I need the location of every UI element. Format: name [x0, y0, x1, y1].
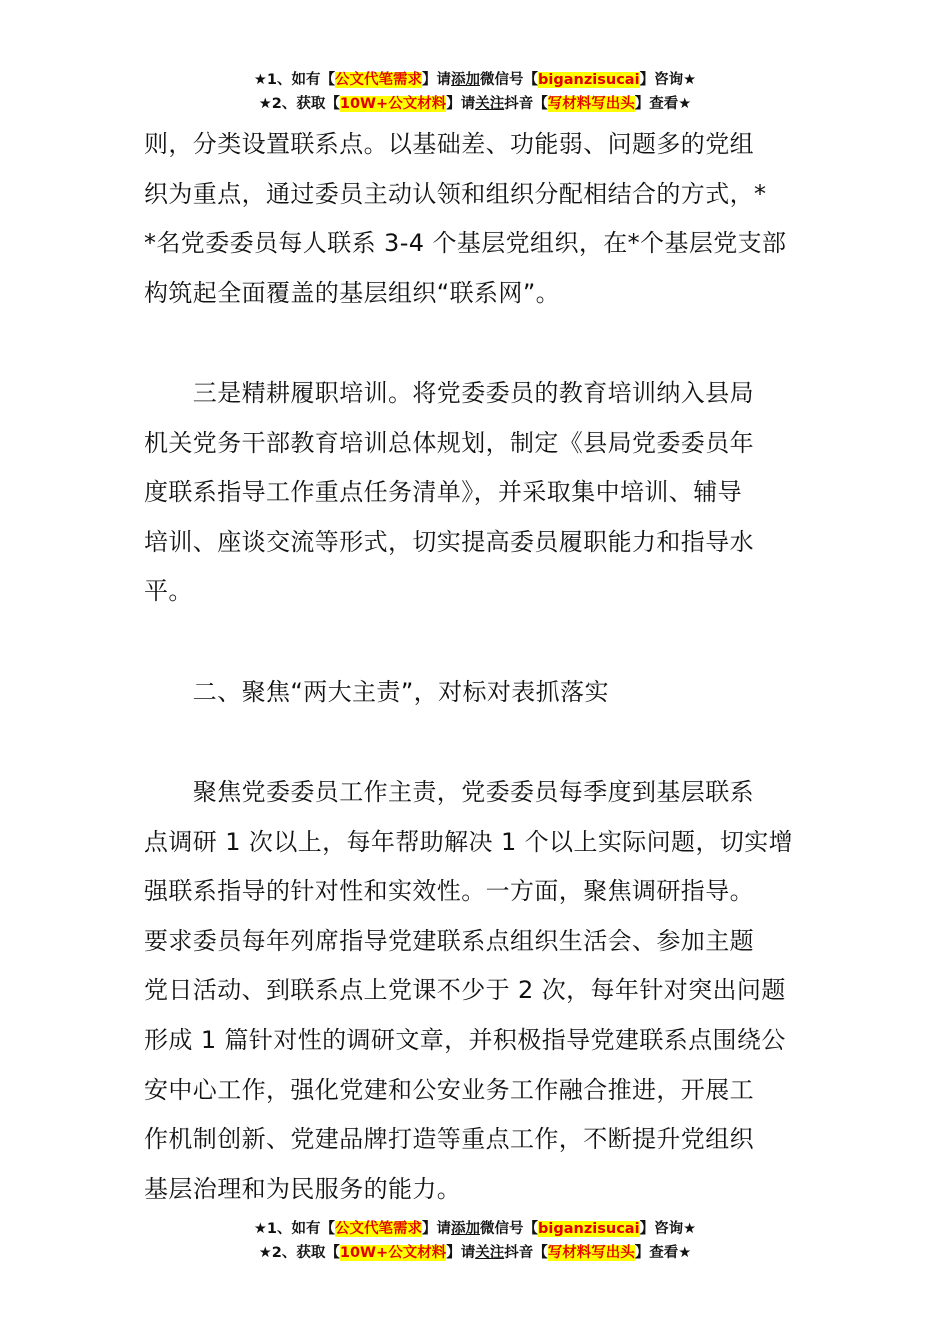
paragraph-3: [144, 768, 810, 1214]
banner-text: 】查看★: [634, 1245, 692, 1261]
banner-text: 】咨询★: [639, 72, 697, 88]
text-line: 党日活动、到联系点上党课不少于 2 次，每年针对突出问题: [144, 976, 786, 1005]
banner-highlight: 10W+公文材料: [339, 96, 447, 112]
text-line: 机关党务干部教育培训总体规划，制定《县局党委委员年: [144, 428, 754, 457]
text-line: 三是精耕履职培训。将党委委员的教育培训纳入县局: [144, 379, 754, 407]
text-line: 培训、座谈交流等形式，切实提高委员履职能力和指导水: [144, 527, 754, 556]
text-line: 基层治理和为民服务的能力。: [144, 1174, 462, 1203]
banner-highlight: 公文代笔需求: [335, 72, 423, 88]
banner-text: 】请: [446, 96, 476, 112]
text-line: 构筑起全面覆盖的基层组织“联系网”。: [144, 278, 561, 307]
text-line: 点调研 1 次以上，每年帮助解决 1 个以上实际问题，切实增: [144, 827, 794, 856]
banner-highlight: biganzisucai: [538, 72, 640, 88]
banner-text: 微信号【: [480, 72, 539, 88]
header-banner-line-1: [0, 68, 950, 92]
text-line: 度联系指导工作重点任务清单》，并采取集中培训、辅导: [144, 478, 742, 507]
text-line: 平。: [144, 577, 193, 606]
footer-banner-line-2: [0, 1241, 950, 1265]
banner-text: 微信号【: [480, 1221, 539, 1237]
banner-underline: 关注: [475, 1245, 505, 1261]
banner-text: ★1、如有【: [253, 1221, 336, 1237]
text-line: *名党委委员每人联系 3-4 个基层党组织，在*个基层党支部: [144, 229, 787, 258]
footer-banner: [0, 1217, 950, 1265]
text-line: 聚焦党委委员工作主责，党委委员每季度到基层联系: [144, 778, 754, 806]
text-line: 安中心工作，强化党建和公安业务工作融合推进，开展工: [144, 1075, 754, 1104]
text-line: 强联系指导的针对性和实效性。一方面，聚焦调研指导。: [144, 877, 754, 906]
text-line: 要求委员每年列席指导党建联系点组织生活会、参加主题: [144, 926, 754, 955]
banner-text: ★2、获取【: [258, 96, 340, 112]
text-line: 作机制创新、党建品牌打造等重点工作，不断提升党组织: [144, 1125, 754, 1154]
banner-highlight: 写材料写出头: [547, 1245, 635, 1261]
banner-text: 抖音【: [504, 96, 548, 112]
paragraph-2: [144, 369, 810, 617]
banner-text: 】请: [422, 72, 452, 88]
banner-text: 抖音【: [504, 1245, 548, 1261]
banner-underline: 关注: [475, 96, 505, 112]
text-line: 织为重点，通过委员主动认领和组织分配相结合的方式，*: [144, 179, 767, 208]
banner-text: 】查看★: [634, 96, 692, 112]
banner-text: 】请: [446, 1245, 476, 1261]
banner-underline: 添加: [451, 1221, 481, 1237]
section-heading: [144, 668, 810, 718]
paragraph-1: [144, 120, 810, 318]
banner-highlight: 10W+公文材料: [339, 1245, 447, 1261]
banner-highlight: 写材料写出头: [547, 96, 635, 112]
header-banner-line-2: [0, 92, 950, 116]
banner-text: 】请: [422, 1221, 452, 1237]
header-banner: [0, 68, 950, 116]
banner-highlight: 公文代笔需求: [335, 1221, 423, 1237]
text-line: 则，分类设置联系点。以基础差、功能弱、问题多的党组: [144, 130, 754, 158]
text-line: 形成 1 篇针对性的调研文章，并积极指导党建联系点围绕公: [144, 1025, 786, 1054]
footer-banner-line-1: [0, 1217, 950, 1241]
banner-text: ★1、如有【: [253, 72, 336, 88]
banner-text: 】咨询★: [639, 1221, 697, 1237]
banner-underline: 添加: [451, 72, 481, 88]
banner-highlight: biganzisucai: [538, 1221, 640, 1237]
banner-text: ★2、获取【: [258, 1245, 340, 1261]
heading-text: 二、聚焦“两大主责”，对标对表抓落实: [144, 678, 609, 706]
